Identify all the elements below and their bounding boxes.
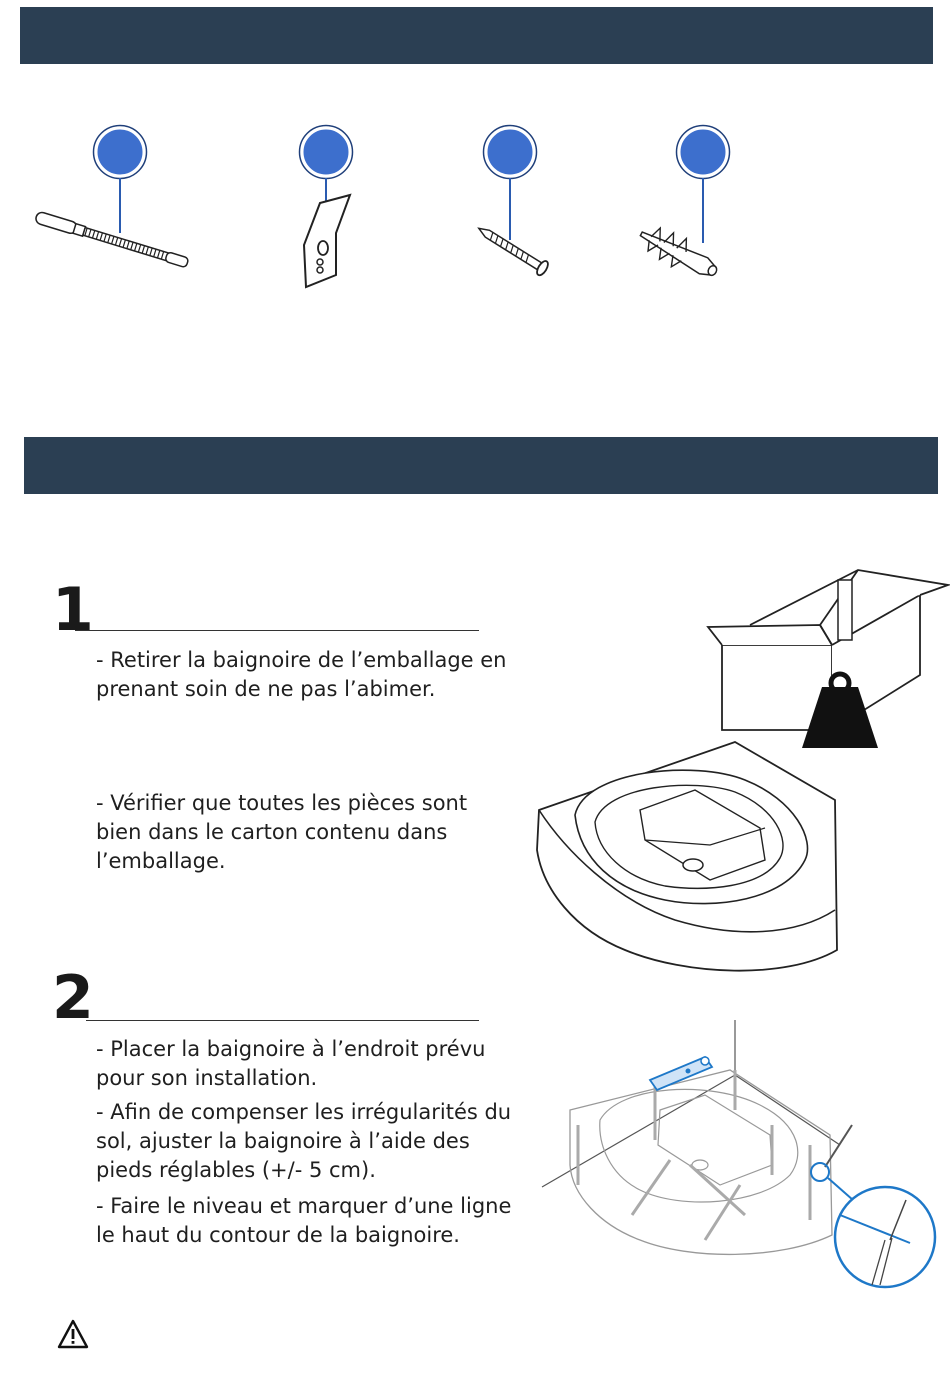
step-2-paragraph-3: - Faire le niveau et marquer d’une ligne le haut du contour de la baignoire. [96, 1194, 512, 1247]
heavy-box-icon [700, 565, 950, 755]
corner-bathtub-illustration [535, 740, 845, 985]
step-2-number: 2 [52, 963, 92, 1033]
screw-icon [475, 125, 565, 285]
section-header-bar-2 [24, 437, 938, 494]
part-hose [30, 125, 200, 290]
wall-plug-icon [640, 125, 740, 285]
heavy-box-illustration [700, 565, 950, 760]
part-screw [475, 125, 565, 290]
step-1-number: 1 [52, 575, 92, 645]
part-wall-plug [640, 125, 740, 290]
step-1-paragraph-1: - Retirer la baignoire de l’emballage en prenant soin de ne pas l’abimer. [96, 648, 507, 701]
step-1-rule [75, 630, 479, 631]
step-2-rule [86, 1020, 479, 1021]
flexible-hose-icon [30, 125, 200, 285]
step-2-paragraph-2: - Afin de compenser les irrégularités du sol, ajuster la baignoire à l’aide des pieds réglables (+/- 5 cm). [96, 1100, 512, 1182]
step-1-paragraph-2: - Vérifier que toutes les pièces sont bien dans le carton contenu dans l’emballage. [96, 791, 468, 873]
part-bracket [290, 125, 370, 300]
mounting-bracket-icon [290, 125, 370, 295]
step-2-paragraph-1: - Placer la baignoire à l’endroit prévu pour son installation. [96, 1037, 486, 1090]
warning-icon [57, 1318, 89, 1355]
bathtub-leveling-illustration [540, 1015, 950, 1300]
section-header-bar [20, 7, 933, 64]
